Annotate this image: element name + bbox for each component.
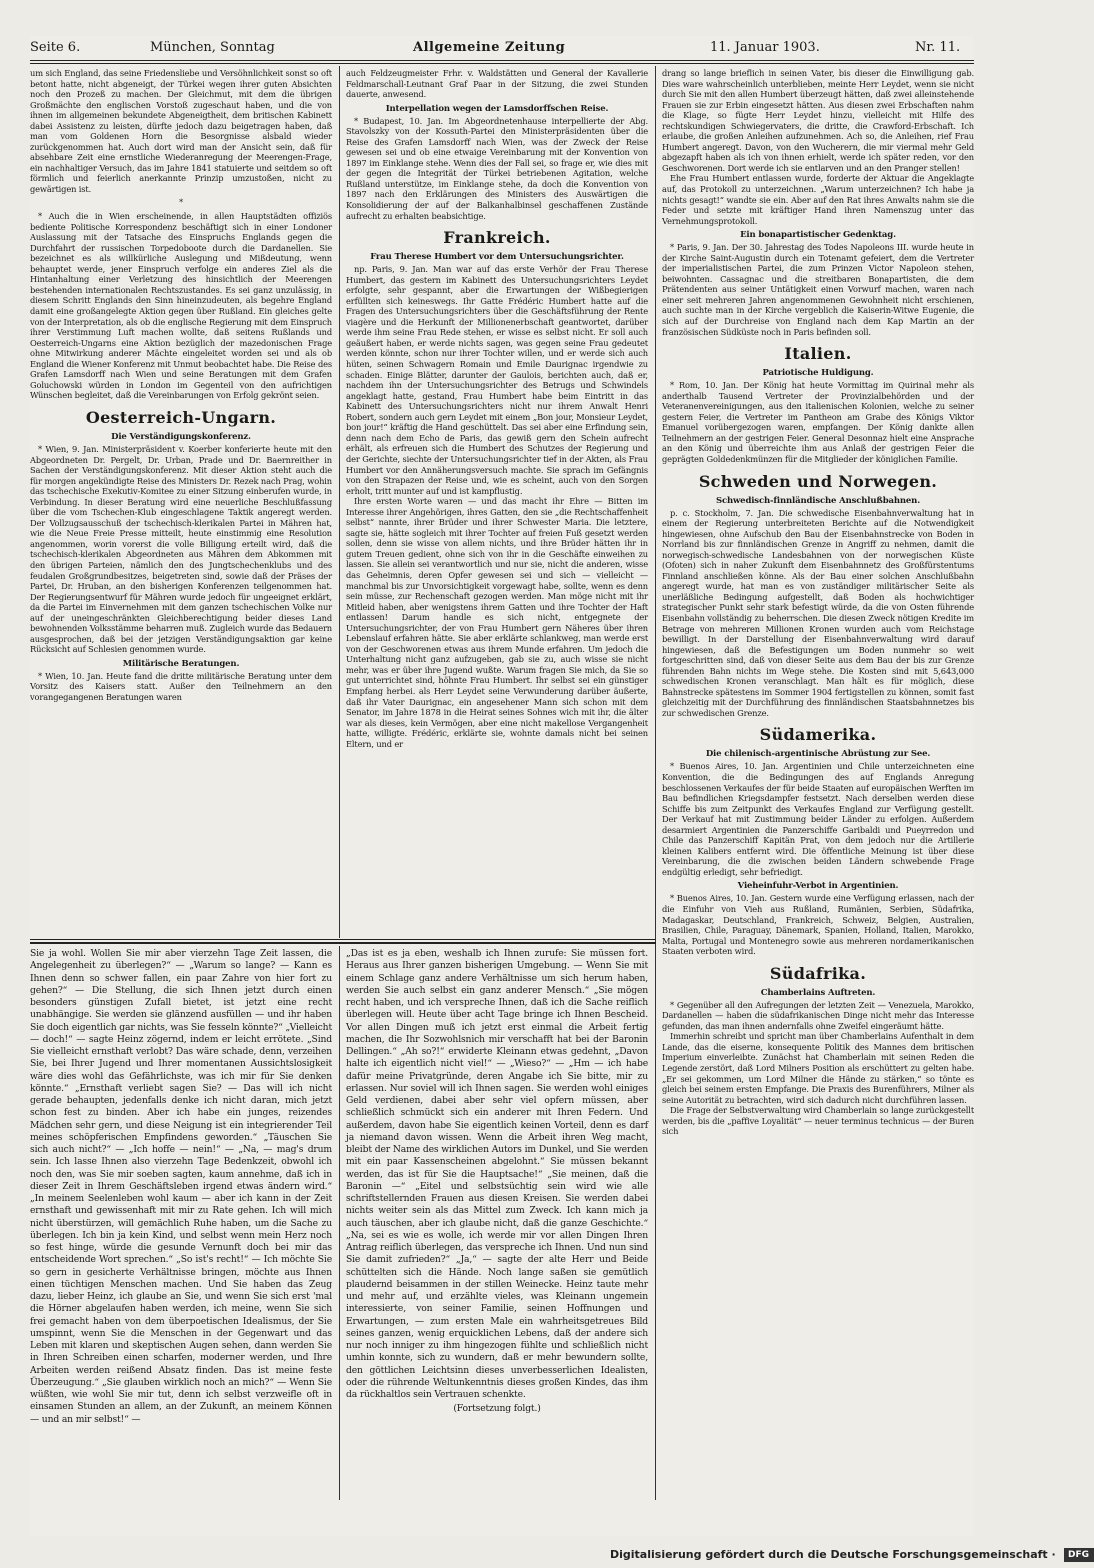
article-heading: Chamberlains Auftreten. (760, 987, 876, 998)
newspaper-page (30, 36, 974, 1536)
article-heading: Ein bonapartistischer Gedenktag. (740, 230, 896, 241)
feuilleton-column-2 (346, 948, 648, 1500)
section-heading-italy: Italien. (784, 344, 852, 364)
article-text: np. Paris, 9. Jan. Man war auf das erste Verhör der Frau Therese Humbert, das gestern im Kabinett des Untersuchungsrichters Leydet erfolgte, sehr gespannt, aber die Erwartungen der Wißbegierigen erfüllten sich keineswegs. Ihr Gatte Frédéric Humbert hatte auf die Fragen des Untersuchungsrichters über die Geschäftsführung der Rente viagère und die Herkunft der Millionenerbschaft geantwortet, darüber werde ihm seine Frau Rede stehen, er wisse es selbst nicht. Er soll auch geäußert haben, er werde nichts sagen, was gegen seine Frau gedeutet werden könnte, schon nur ihrer Tochter willen, und er werde sich auch hüten, seinen Schwagern Romain und Emile Daurignac irgendwie zu schaden. Einige Blätter, darunter der Gaulois, berichten auch, daß er, nachdem ihn der Untersuchungsrichter des Betrugs und Schwindels angeklagt hatte, gestand, Frau Humbert habe beim Eintritt in das Kabinett des Untersuchungsrichters nicht nur ihrem Anwalt Henri Robert, sondern auch gern Leydet mit einem „Bon jour, Monsieur Leydet, bon jour!“ kräftig die Hand geschüttelt. Das sei aber eine Erfindung sein, denn nach dem Echo de Paris, das gewiß gern den Schein aufrecht erhält, als erfreuen sich die Humbert des Schutzes der Regierung und der Gerichte, siechte der Untersuchungsrichter tief in der Akten, als Frau Humbert vor den Annäherungsversuch machte. Sie sprach im Gefängnis von den Strapazen der Reise und, wie es scheint, auch von den Sorgen erholt, tritt munter auf und ist kampflustig. (346, 264, 648, 496)
column-divider (655, 66, 656, 1500)
article-text: * Buenos Aires, 10. Jan. Argentinien und Chile unterzeichneten eine Konvention, die die Bedingungen des auf Englands Anregung beschlossenen Verkaufes der für beide Staaten auf europäischen Werften im Bau befindlichen Kriegsdampfer festsetzt. Nach derselben werden diese Schiffe bis zum Zeitpunkt des Verkaufes England zur Verfügung gestellt. Der Verkauf hat mit Zustimmung beider Länder zu erfolgen. Außerdem desarmiert Argentinien die Panzerschiffe Garibaldi und Pueyrredon und Chile das Panzerschiff Kapitän Prat, von dem jedoch nur die Artillerie kleinen Kalibers entfernt wird. Die öffentliche Meinung ist über diese Vereinbarung, die die zwischen beiden Ländern schwebende Frage endgültig erledigt, sehr befriedigt. (662, 761, 974, 877)
article-text: auch Feldzeugmeister Frhr. v. Waldstätten und General der Kavallerie Feldmarschall-Leutnant Graf Paar in der Sitzung, die zwei Stunden dauerte, anwesend. (346, 68, 648, 100)
header-rule (30, 60, 974, 61)
article-heading: Die Verständigungskonferenz. (111, 431, 251, 442)
page-number: Seite 6. (30, 40, 81, 55)
place-day: München, Sonntag (150, 40, 275, 55)
article-text: * Budapest, 10. Jan. Im Abgeordnetenhause interpellierte der Abg. Stavolszky von der Kossuth-Partei den Ministerpräsidenten über die Reise des Grafen Lamsdorff nach Wien, was der Zweck der Reise gewesen sei und ob eine etwaige Vereinbarung mit der Konvention von 1897 im Einklange stehe. Wenn dies der Fall sei, so frage er, wie dies mit der gegen die Integrität der Türkei betriebenen Agitation, welche Rußland unterstütze, im Einklange stehe, da doch die Konvention von 1897 nach den Erklärungen des Ministers des Auswärtigen die Konsolidierung der auf der Balkanhalbinsel geschaffenen Zustände aufrecht zu erhalten beabsichtige. (346, 115, 648, 221)
article-text: drang so lange brieflich in seinen Vater, bis dieser die Einwilligung gab. Dies ware wahrscheinlich unterblieben, meinte Herr Leydet, wenn sie nicht durch Sie mit den allen Humbert überzeugt hätten, daß zwei alleinstehende Frauen sie zur Erbin eingesetzt hätten. Aus diesen zwei Erbschaften nahm die Klage, so fügte Herr Leydet hinzu, vielleicht mit Hilfe des rechtskundigen Schwiegervaters, die dritte, die Crawford-Erbschaft. Ich erlaube, die großen Anleihen aufzunehmen. Ach so, die Anleihen, rief Frau Humbert angeregt. Davon, von den Wucherern, die mir viermal mehr Geld abgezapft haben als ich von ihnen erhielt, werde ich später reden, vor den Geschworenen. Dort werde ich sie entlarven und an den Pranger stellen! (662, 68, 974, 173)
dfg-logo-icon: DFG (1064, 1548, 1094, 1562)
issue-date: 11. Januar 1903. (710, 40, 820, 55)
article-text: um sich England, das seine Friedensliebe und Versöhnlichkeit sonst so oft betont hatte, nicht abgeneigt, der Türkei wegen ihrer guten Absichten noch den Prozeß zu machen. Der Gleichmut, mit dem die übrigen Großmächte den englischen Vorstoß zugeschaut haben, und die von ihnen im allgemeinen bekundete Abgeneigtheit, dem britischen Kabinett dabei Assistenz zu leisten, dürfte jedoch dazu beigetragen haben, daß man vom Goldenen Horn die Besorgnisse alsbald wieder zurückgenommen hat. Auch dort wird man der Ansicht sein, daß für absehbare Zeit eine ernstliche Wiederanregung der Meerengen-Frage, ein nachhaltiger Versuch, das im Jahre 1841 statuierte und seitdem so oft förmlich und feierlich anerkannte Prinzip umzustoßen, nicht zu gewärtigen ist. (30, 68, 332, 195)
article-heading: Patriotische Huldigung. (762, 368, 874, 379)
article-text: * Wien, 10. Jan. Heute fand die dritte militärische Beratung unter dem Vorsitz des Kaisers statt. Außer den Teilnehmern an den vorangegangenen Beratungen waren (30, 670, 332, 702)
section-heading-austria: Oesterreich-Ungarn. (85, 407, 277, 427)
continuation-note: (Fortsetzung folgt.) (453, 1403, 541, 1415)
page-header (30, 36, 974, 62)
section-heading-south-america: Südamerika. (759, 725, 877, 745)
feuilleton-rule (30, 939, 656, 940)
article-text: * Paris, 9. Jan. Der 30. Jahrestag des Todes Napoleons III. wurde heute in der Kirche Saint-Augustin durch ein Totenamt gefeiert, dem die Vertreter der imperialistischen Partei, die zum Prinzen Victor Napoleon stehen, beiwohnten. Cassagnac und die streitbaren Bonapartisten, die dem Prätendenten aus seiner Untätigkeit einen Vorwurf machen, waren nach einer seit mehreren Jahren angenommenen Gewohnheit nicht erschienen, auch suchte man in der Kirche vergeblich die Kaiserin-Witwe Eugenie, die sich auf der Durchreise von England nach dem Kap Martin an der französischen Südküste noch in Paris befinden soll. (662, 242, 974, 337)
article-text: * Gegenüber all den Aufregungen der letzten Zeit — Venezuela, Marokko, Dardanellen — haben die südafrikanischen Dinge nicht mehr das Interesse gefunden, das man ihnen andernfalls ohne Zweifel eingeräumt hätte. (662, 999, 974, 1031)
article-heading: Schwedisch-finnländische Anschlußbahnen. (715, 495, 921, 506)
article-text: Ehe Frau Humbert entlassen wurde, forderte der Aktuar die Angeklagte auf, das Protokoll zu unterzeichnen. „Warum unterzeichnen? Ich habe ja nichts gesagt!“ wandte sie ein. Aber auf den Rat ihres Anwalts nahm sie die Feder und setzte mit kräftiger Hand ihren Namenszug unter das Vernehmungsprotokoll. (662, 173, 974, 226)
article-text: p. c. Stockholm, 7. Jan. Die schwedische Eisenbahnverwaltung hat in einem der Regierung unterbreiteten Berichte auf die Notwendigkeit hingewiesen, ohne Aufschub den Bau der Eisenbahnstrecke von Boden in Norrland bis zur finnländischen Grenze in Angriff zu nehmen, damit die norwegisch-schwedische Landesbahnen von der norwegischen Küste (Ofoten) sich in naher Zukunft dem Eisenbahnnetz des Großfürstentums Finnland anschließen könne. Als der Bau einer solchen Anschlußbahn angeregt wurde, hat man es von zuständiger militärischer Seite als unerläßliche Bedingung aufgestellt, daß Boden als hochwichtiger strategischer Punkt sehr stark befestigt würde, da die von Osten führende Eisenbahn vollständig zu beherrschen. Die diesen Zweck nötigen Kredite im Betrage von mehreren Millionen Kronen wurden auch vom Reichstage bewilligt. In der Darstellung der Eisenbahnverwaltung wird darauf hingewiesen, daß die Befestigungen um Boden nunmehr so weit fortgeschritten sind, daß von dieser Seite aus dem Bau der bis zur Grenze führenden Bahn nichts im Wege stehe. Die Kosten sind mit 5,643,000 schwedischen Kronen veranschlagt. Man hält es für möglich, diese Bahnstrecke spätestens im Sommer 1904 fertigstellen zu können, somit fast gleichzeitig mit der Durchführung des finnländischen Staatsbahnnetzes bis zur schwedischen Grenze. (662, 507, 974, 718)
footer-text: Digitalisierung gefördert durch die Deutsche Forschungsgemeinschaft · (610, 1548, 1056, 1561)
header-rule-2 (30, 63, 974, 64)
feuilleton-rule-2 (30, 942, 656, 944)
news-column-2 (346, 68, 648, 936)
feuilleton-column-1 (30, 948, 332, 1500)
article-text: Immerhin schreibt und spricht man über Chamberlains Aufenthalt in dem Lande, das die eiserne, konsequente Politik des Mannes dem britischen Imperium einverleibte. Zunächst hat Chamberlain mit seinen Reden die Legende zerstört, daß Lord Milners Position als erschüttert zu gelten habe. „Er sei gekommen, um Lord Milner die Hände zu stärken,“ so tönte es gleich bei seinem ersten Empfange. Die Praxis des Burenführers, Milner als seine Autorität zu betrachten, wird sich dadurch nicht durchführen lassen. (662, 1031, 974, 1105)
article-text: * Buenos Aires, 10. Jan. Gestern wurde eine Verfügung erlassen, nach der die Einfuhr von Vieh aus Rußland, Rumänien, Serbien, Südafrika, Madagaskar, Deutschland, Frankreich, Schweiz, Belgien, Australien, Brasilien, Chile, Paraguay, Dänemark, Spanien, Holland, Italien, Marokko, Malta, Portugal und Montenegro sowie aus mehreren nordamerikanischen Staaten verboten wird. (662, 893, 974, 957)
newspaper-title: Allgemeine Zeitung (413, 40, 566, 55)
article-heading: Interpellation wegen der Lamsdorffschen Reise. (385, 103, 609, 114)
section-heading-south-africa: Südafrika. (769, 963, 867, 983)
column-divider (339, 66, 340, 938)
issue-number: Nr. 11. (915, 40, 961, 55)
article-heading: Frau Therese Humbert vor dem Untersuchungsrichter. (370, 252, 624, 263)
feuilleton-text: Sie ja wohl. Wollen Sie mir aber vierzehn Tage Zeit lassen, die Angelegenheit zu überlegen?“ — „Warum so lange? — Kann es Ihnen denn so schwer fallen, ein paar Zahre von hier fort zu gehen?“ — Die Stellung, die sich Ihnen jetzt durch einen besonders günstigen Zufall bietet, ist jetzt eine recht unabhängige. Sie werden sie glänzend ausfüllen — und ihr haben Sie doch eigentlich gar nichts, was Sie fesseln könnte?“ „Vielleicht — doch!“ — sagte Heinz zögernd, indem er leicht errötete. „Sind Sie vielleicht ernsthaft verlobt? Das wäre schade, denn, verzeihen Sie, bei Ihrer Jugend und Ihrer momentanen Aussichtslosigkeit wäre dies wohl das Gefährlichste, was ich mir für Sie denken könnte.“ „Ernsthaft verliebt sagen Sie? — Das will ich nicht gerade behaupten, jedenfalls denke ich nicht daran, mich jetzt schon fest zu binden. Aber ich habe ein junges, reizendes Mädchen sehr gern, und diese Neigung ist ein integrierender Teil meines schöpferischen Empfindens geworden.“ „Täuschen Sie sich auch nicht?“ — „Ich hoffe — nein!“ — „Na, — mag's drum sein. Ich lasse Ihnen also vierzehn Tage Bedenkzeit, obwohl ich noch den, was Sie mir soeben sagten, kaum annehme, daß ich in dieser Zeit in Ihrem Geschäftsleben irgend etwas ändern wird.“ „In meinem Seelenleben wohl kaum — aber ich kann in der Zeit ernsthaft und gewissenhaft mit mir zu Rate gehen. Ich will mich nicht überstürzen, will gemächlich Ruhe haben, um die Sache zu überlegen. Ich bin ja kein Kind, und selbst wenn mein Herz noch so fest hinge, würde die gesunde Vernunft doch bei mir das entscheidende Wort sprechen.“ „So ist's recht!“ — Ich möchte Sie so gern in gesicherte Verhältnisse bringen, möchte aus Ihnen einen tüchtigen Menschen machen. Und Sie haben das Zeug dazu, lieber Heinz, ich glaube an Sie, und wenn Sie sich erst 'mal die Hörner abgelaufen haben werden, ich meine, wenn Sie sich frei gemacht haben von dem überpoetischen Idealismus, der Sie umspinnt, wenn Sie die Menschen in der Gegenwart und das Leben mit klaren und skeptischen Augen sehen, dann werden Sie in Ihren Schreiben einen scharfen, moderner werden, und Ihre Arbeiten werden reißend Absatz finden. Das ist meine feste Überzeugung.“ „Sie glauben wirklich noch an mich?“ — Wenn Sie wüßten, wie wohl Sie mir tut, denn ich selbst verzweifle oft in einsamen Stunden an allem, an der Zukunft, an meinem Können — und an mir selbst!“ — (30, 948, 332, 1425)
article-heading: Die chilenisch-argentinische Abrüstung zur See. (705, 749, 931, 760)
column-divider (339, 946, 340, 1500)
news-column-3 (662, 68, 974, 1500)
article-text: Ihre ersten Worte waren — und das macht ihr Ehre — Bitten im Interesse ihrer Angehörigen, ihres Gatten, den sie „die Rechtschaffenheit selbst“ nannte, ihrer Brüder und ihrer Schwester Maria. Die letztere, sagte sie, hätte sogleich mit ihrer Tochter auf freien Fuß gesetzt werden sollen, denn sie wisse von allem nichts, und ihre Brüder hätten ihr in gutem Treuen gedient, ohne sich von ihr in die Geschäfte einweihen zu lassen. Sie allein sei verantwortlich und nur sie, nicht die anderen, wisse das Geheimnis, deren Opfer gewesen sei und sich — vielleicht — manchmal bis zur Unvorsichtigkeit vorgewagt habe, sollte, wenn es denn sein müsse, zur Rechenschaft gezogen werden. Man möge nicht mit ihr Mitleid haben, aber wenigstens ihrem Gatten und ihre Tochter der Haft entlassen! Darum handle es sich nicht, entgegnete der Untersuchungsrichter, der von Frau Humbert gern Näheres über ihren Lebenslauf erfahren hätte. Sie aber erklärte schlankweg, man werde erst von der Geschworenen etwas aus ihrem Munde erfahren. Um jedoch die Unterhaltung nicht ganz aufzugeben, gab sie zu, auch wisse sie nicht mehr, was er über ihre Jugend wußte. Warum fragen Sie mich, da Sie so gut unterrichtet sind, höhnte Frau Humbert. Ihr selbst sei ein günstiger Empfang herbei. als Herr Leydet seine Verwunderung darüber äußerte, daß ihr Vater Daurignac, ein angesehener Mann sich schon mit dem Senator, im Jahre 1878 in die Heirat seines Sohnes wich mit ihr, die älter war als dieses, kein Vermögen, aber eine nicht makellose Vergangenheit hatte, willigte. Frédéric, erklärte sie, wohnte damals nicht bei seinen Eltern, und er (346, 496, 648, 749)
article-text: * Wien, 9. Jan. Ministerpräsident v. Koerber konferierte heute mit den Abgeordneten Dr. Pergelt, Dr. Urban, Prade und Dr. Baernreither in Sachen der Verständigungskonferenz. Mit dieser Aktion steht auch die für morgen angekündigte Reise des Ministers Dr. Rezek nach Prag, wohin das tschechische Exekutiv-Komitee zu einer Sitzung einberufen wurde, in Verbindung. In dieser Beratung wird eine neuerliche Beschlußfassung über die vom Tschechen-Klub eingeschlagene Taktik angeregt werden. Der Vollzugsausschuß der tschechisch-klerikalen Partei in Mähren hat, wie die Neue Freie Presse mitteilt, heute einstimmig eine Resolution angenommen, worin vorerst die volle Billigung erteilt wird, daß die tschechisch-klerikalen Abgeordneten aus Mähren dem Abkommen mit den übrigen Parteien, nämlich den des Jungtschechenklubs und des feudalen Großgrundbesitzes, beigetreten sind, sowie daß der Präses der Partei, Dr. Hruban, an den bisherigen Konferenzen teilgenommen hat. Der Regierungsentwurf für Mähren wurde jedoch für ungeeignet erklärt, da die Partei im Einvernehmen mit dem ganzen tschechischen Volke nur auf der uneingeschränkten Gleichberechtigung beider dieses Land bewohnenden Volksstämme beharren muß. Zugleich wurde das Bedauern ausgesprochen, daß bei der jetzigen Verständigungsaktion gar keine Rücksicht auf Schlesien genommen wurde. (30, 443, 332, 655)
article-text: * Rom, 10. Jan. Der König hat heute Vormittag im Quirinal mehr als anderthalb Tausend Vertreter der Provinzialbehörden und der Veteranenvereinigungen, aus den italienischen Kolonien, welche zu seiner gestern Feier, die Vertreter im Pantheon am Grabe des Königs Viktor Emanuel vorübergezogen waren, empfangen. Der König dankte allen Teilnehmern an der gestrigen Feier. General Desonnaz hielt eine Ansprache an den König und überreichte ihm aus Anlaß der gestrigen Feier die geprägten Goldedenkmünzen für die Mitglieder der königlichen Familie. (662, 380, 974, 464)
digitization-footer (610, 1542, 1090, 1568)
section-heading-france: Frankreich. (443, 228, 551, 248)
feuilleton-text: „Das ist es ja eben, weshalb ich Ihnen zurufe: Sie müssen fort. Heraus aus Ihrer ganzen bisherigen Umgebung. — Wenn Sie mit einem Schlage ganz andere Verhältnisse um sich herum haben, werden Sie auch selbst ein ganz anderer Mensch.“ „Sie mögen recht haben, und ich verspreche Ihnen, daß ich die Sache reiflich überlegen will. Heute über acht Tage bringe ich Ihnen Bescheid. Vor allen Dingen muß ich jetzt erst einmal die Arbeit fertig machen, die Ihr Sozwohlsnich mir verschafft hat bei der Baronin Dellingen.“ „Ah so?!“ erwiderte Kleinann etwas gedehnt, „Davon halte ich eigentlich nicht viel!“ — „Wieso?“ — „Hm — ich habe dafür meine Privatgründe, deren Angabe ich Sie bitte, mir zu erlassen. Nur soviel will ich Ihnen sagen. Sie werden wohl einiges Geld verdienen, dabei aber sehr viel opfern müssen, aber schließlich schmückt sich ein anderer mit Ihren Federn. Und außerdem, davon habe Sie eigentlich keinen Vorteil, denn es darf ja niemand davon wissen. Wenn die Arbeit ihren Weg macht, bleibt der Name des wirklichen Autors im Dunkel, und Sie werden mit ein paar Kassenscheinen abgelohnt.“ Sie müssen bekannt werden, das ist für Sie die Hauptsache!“ „Sie meinen, daß die Baronin —“ „Eitel und selbstsüchtig sein wird wie alle schriftstellernden Frauen aus diesen Kreisen. Sie werden dabei nichts weiter sein als das Mittel zum Zweck. Ich kann mich ja auch täuschen, aber ich glaube nicht, daß die ganze Geschichte.“ „Na, sei es wie es wolle, ich werde mir vor allen Dingen Ihren Antrag reiflich überlegen, das verspreche ich Ihnen. Und nun sind Sie damit zufrieden?“ „Ja,“ — sagte der alte Herr und Beide schüttelten sich die Hände. Noch lange saßen sie gemütlich plaudernd beisammen in der stillen Weinecke. Heinz taute mehr und mehr auf, und erzählte vieles, was Kleinann ungemein interessierte, von seiner Familie, seinen Hoffnungen und Erwartungen, — zum ersten Male ein wahrheitsgetreues Bild seines ganzen, wenig erquicklichen Lebens, daß der andere sich nur noch inniger zu ihm hingezogen fühlte und schließlich nicht umhin konnte, sich zu wundern, daß er mehr bewundern sollte, den göttlichen Leichtsinn dieses unverbesserlichen Idealisten, oder die rührende Weltunkenntnis dieses großen Kindes, das ihm da rückhaltlos sein Vertrauen schenkte. (346, 948, 648, 1400)
article-text: Die Frage der Selbstverwaltung wird Chamberlain so lange zurückgestellt werden, bis die „paffive Loyalität“ — neuer terminus technicus — der Buren sich (662, 1105, 974, 1137)
news-column-1 (30, 68, 332, 936)
article-heading: Militärische Beratungen. (122, 658, 240, 669)
article-heading: Vieheinfuhr-Verbot in Argentinien. (737, 881, 899, 892)
article-text: * Auch die in Wien erscheinende, in allen Hauptstädten offiziös bediente Politische Korrespondenz beschäftigt sich in einer Londoner Auslassung mit der Tatsache des Einspruchs Englands gegen die Durchfahrt der russischen Torpedoboote durch die Dardanellen. Sie bezeichnet es als willkürliche Auslegung und Mißdeutung, wenn behauptet werde, jener Einspruch verfolge ein anderes Ziel als die Hintanhaltung einer Verletzung des hinsichtlich der Meerengen bestehenden internationalen Rechtszustandes. Es sei ganz unzulässig, in diesem Schritt Englands den Sinn hineinzudeuten, als begehre England damit eine großangelegte Aktion gegen über Rußland. Ein gleiches gelte von der Interpretation, als ob die englische Regierung mit dem Einspruch ihrer Verstimmung Luft machen wollte, daß seitens Rußlands und Oesterreich-Ungarns eine Aktion bezüglich der mazedonischen Frage ohne Mitwirkung anderer Mächte eingeleitet worden sei und als ob England die Wiener Konferenz mit Unmut beobachtet habe. Die Reise des Grafen Lamsdorff nach Wien und seine Beratungen mit dem Grafen Goluchowski würden in London im Gegenteil von den aufrichtigen Wünschen begleitet, daß die Vereinbarungen von Erfolg gekrönt seien. (30, 211, 332, 401)
separator-star: * (179, 197, 183, 207)
section-heading-sweden-norway: Schweden und Norwegen. (698, 471, 938, 491)
